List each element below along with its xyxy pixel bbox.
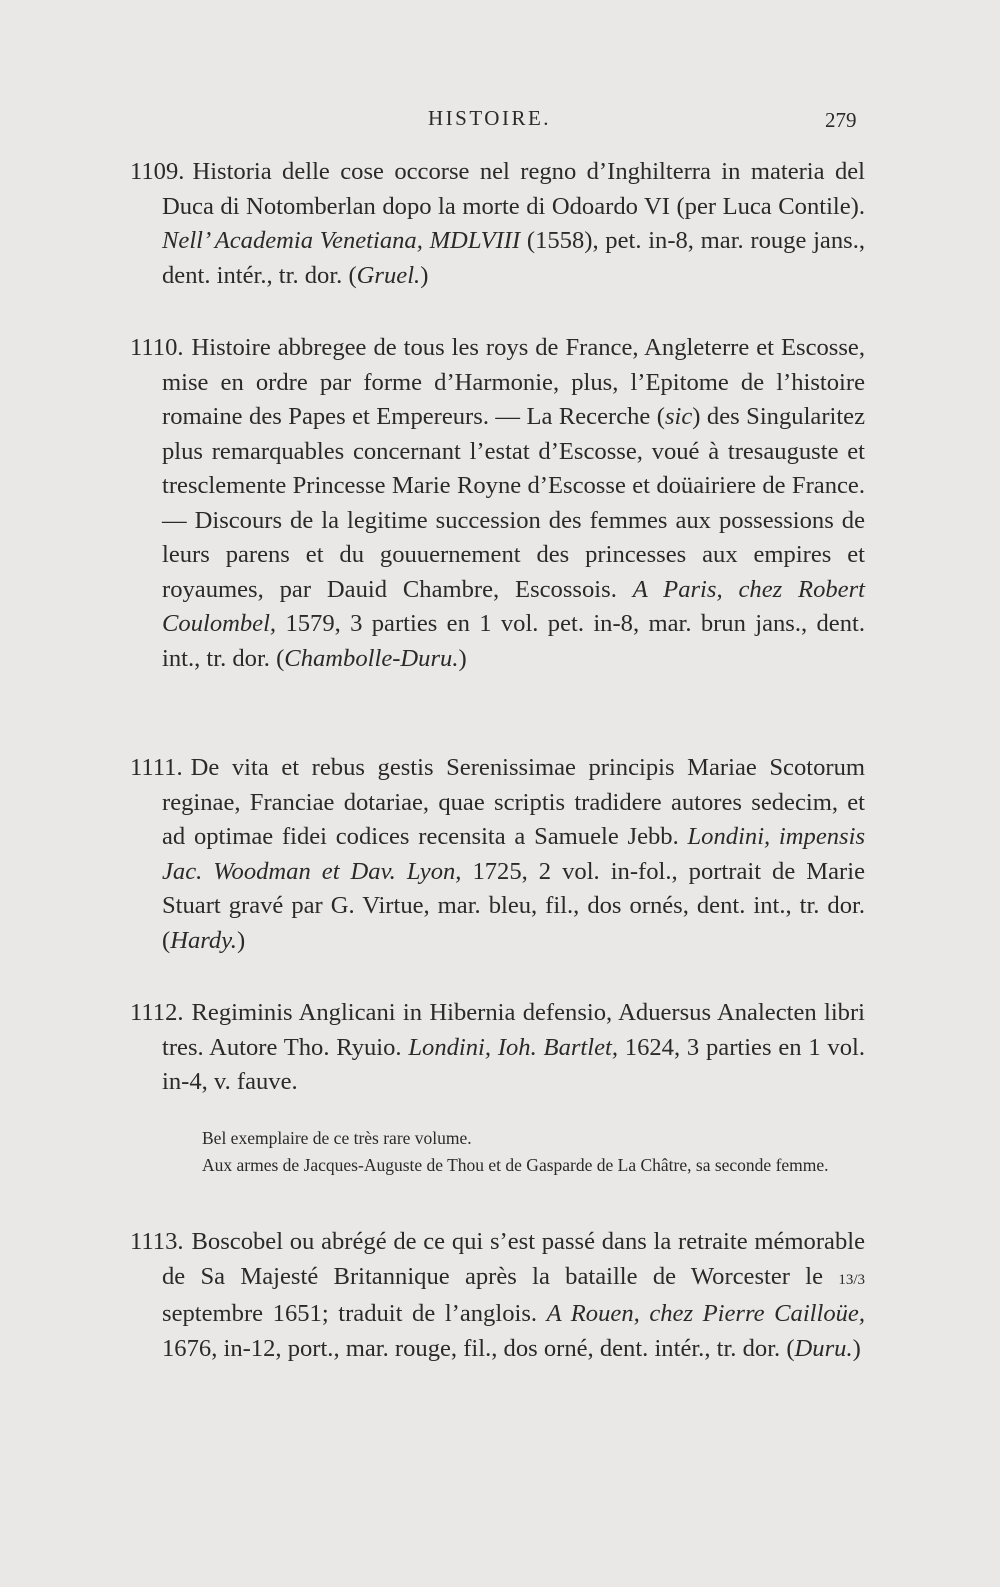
entry-text: De vita et rebus gestis Serenissimae principis Mariae Scotorum reginae, Franciae dotariae, quae scriptis tradidere autores sedecim, et ad optimae fidei codices recensita a Samuele Jebb.: [162, 754, 865, 850]
page-header: [0, 106, 1000, 136]
entry-imprint: Nell’ Academia Venetiana, MDLVIII: [162, 227, 521, 254]
entry-text: 1725, 2 vol. in-fol., portrait de Marie Stuart gravé par G. Virtue, mar. bleu, fil., dos ornés, dent. int., tr. dor. (: [162, 857, 865, 954]
page-number: 279: [825, 108, 857, 132]
entry-binder: Hardy.: [170, 926, 237, 954]
entry-text: 1676, in-12, port., mar. rouge, fil., dos orné, dent. intér., tr. dor. (: [162, 1334, 795, 1362]
entry-number: 1110.: [130, 334, 184, 361]
entry-number: 1113.: [130, 1228, 184, 1255]
entry-imprint: A Paris, chez Robert Coulombel,: [162, 575, 865, 637]
entry-text: Regiminis Anglicani in Hibernia defensio, Aduersus Analecten libri tres. Autore Tho. Ryuio.: [162, 999, 865, 1061]
entry-binder: Chambolle-Duru.: [284, 644, 459, 672]
entry-text: 1579, 3 parties en 1 vol. pet. in-8, mar. brun jans., dent. int., tr. dor. (: [162, 610, 865, 672]
entry-imprint: Londini, Ioh. Bartlet,: [408, 1033, 618, 1061]
catalog-entry-1112: [130, 996, 865, 1100]
entry-text: ) des Singularitez plus remarquables concernant l’estat d’Escosse, voué à tresauguste et tresclemente Princesse Marie Royne d’Escosse et doüairiere de France. — Discours de la legitime succession des femmes aux possessions de leurs parens et du gouuernement des princesses aux empires et royaumes, par Dauid Chambre, Escossois.: [162, 403, 866, 603]
note-line: Bel exemplaire de ce très rare volume.: [202, 1128, 472, 1148]
entry-imprint: Londini, impensis Jac. Woodman et Dav. Lyon,: [162, 823, 866, 885]
entry-binder: Gruel.: [356, 261, 421, 289]
entry-text: Boscobel ou abrégé de ce qui s’est passé dans la retraite mémorable de Sa Majesté Britannique après la bataille de Worcester le: [162, 1228, 865, 1290]
catalog-entry-1110: [130, 331, 865, 676]
entry-text: septembre 1651; traduit de l’anglois.: [162, 1300, 547, 1327]
entry-note-1112: [202, 1125, 874, 1179]
catalog-entry-1113: [130, 1225, 865, 1366]
entry-text: (1558), pet. in-8, mar. rouge jans., dent. intér., tr. dor. (: [162, 227, 865, 289]
running-title: HISTOIRE.: [428, 106, 552, 130]
entry-sic: sic: [664, 403, 693, 430]
note-line: Aux armes de Jacques-Auguste de Thou et de Gasparde de La Châtre, sa seconde femme.: [202, 1155, 829, 1175]
entry-number: 1111.: [130, 754, 183, 781]
entry-text: ): [852, 1334, 861, 1362]
entry-binder: Duru.: [794, 1334, 853, 1362]
entry-imprint: A Rouen, chez Pierre Cailloüe,: [546, 1300, 865, 1327]
catalog-entry-1109: [130, 155, 865, 293]
entry-text: 1624, 3 parties en 1 vol. in-4, v. fauve.: [162, 1033, 865, 1095]
entry-text: ): [236, 926, 246, 954]
entry-text: ): [458, 644, 467, 672]
entry-text: ): [420, 261, 429, 289]
date-fraction: 13/3: [838, 1271, 865, 1288]
entry-number: 1112.: [130, 999, 184, 1026]
catalog-entry-1111: [130, 751, 865, 958]
entry-text: Histoire abbregee de tous les roys de France, Angleterre et Escosse, mise en ordre par forme d’Harmonie, plus, l’Epitome de l’histoire romaine des Papes et Empereurs. — La Recerche (: [162, 334, 865, 430]
entry-text: Historia delle cose occorse nel regno d’Inghilterra in materia del Duca di Notomberlan dopo la morte di Odoardo VI (per Luca Contile).: [162, 158, 865, 220]
entry-number: 1109.: [130, 158, 185, 185]
